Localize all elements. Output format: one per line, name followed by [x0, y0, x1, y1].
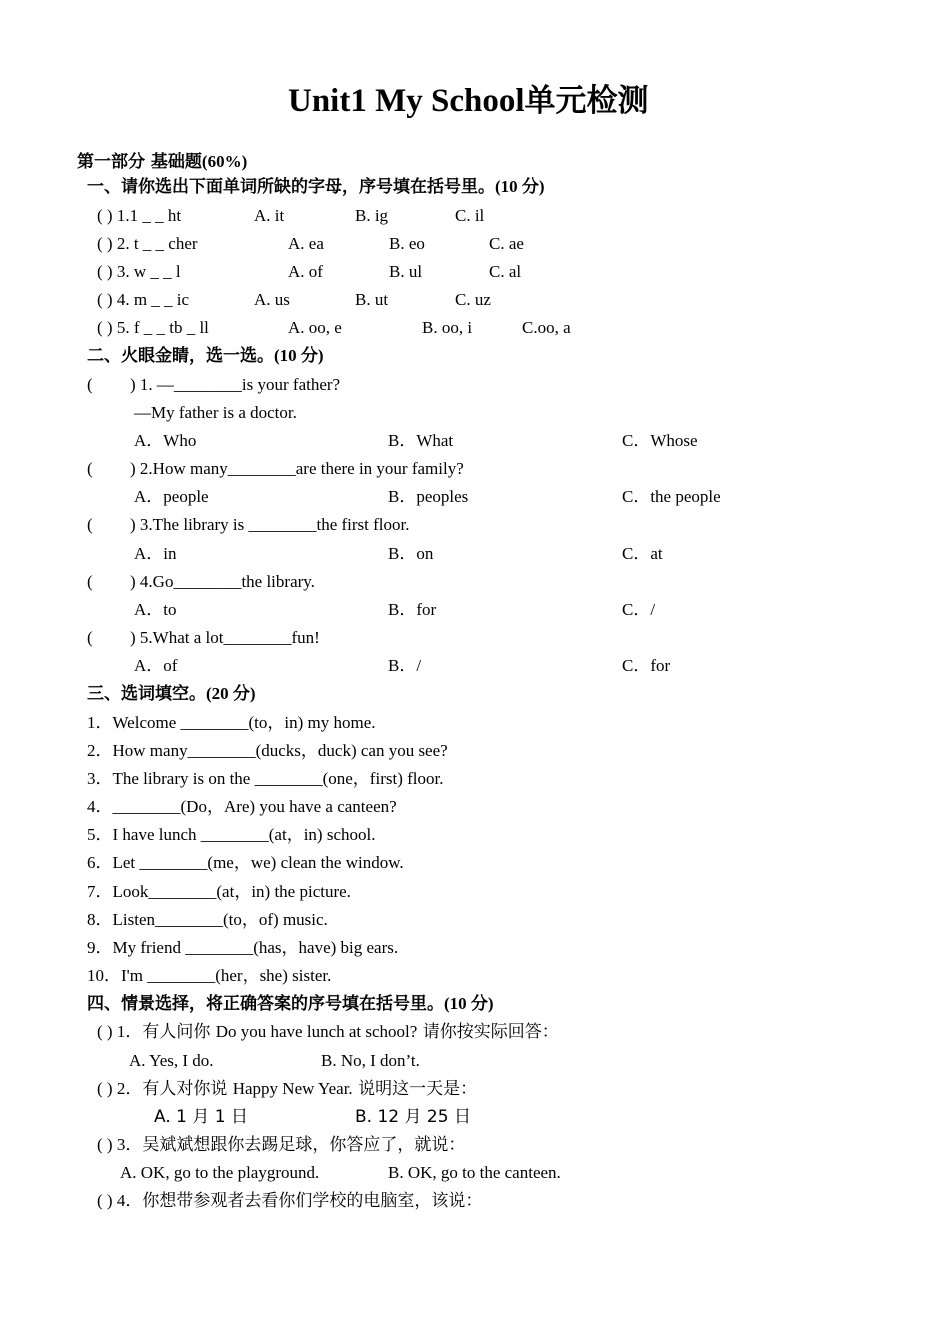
s2-q1-question: ) 1. —________is your father?	[130, 375, 341, 394]
s2-q3-option-b: B．on	[388, 544, 434, 563]
s1-q4: ( ) 4. m _ _ ic	[97, 290, 190, 309]
s3-item: 1．Welcome ________(to，in) my home.	[87, 713, 376, 732]
s4-q3-option-b: B. OK, go to the canteen.	[388, 1163, 561, 1182]
s4-q4: ( ) 4．你想带参观者去看你们学校的电脑室，该说：	[97, 1191, 483, 1211]
s1-q4-option-c: C. uz	[455, 290, 491, 309]
s1-q5-option-c: C.oo, a	[522, 318, 571, 337]
s1-q2-option-b: B. eo	[389, 234, 425, 253]
s2-q1-option-a: A．Who	[134, 431, 197, 450]
section-three-heading: 三、选词填空。(20 分)	[87, 684, 256, 704]
s1-q1-option-c: C. il	[455, 206, 485, 225]
s2-q4-option-c: C．/	[622, 600, 656, 619]
s3-item: 4．________(Do，Are) you have a canteen?	[87, 797, 397, 816]
s3-item: 6．Let ________(me，we) clean the window.	[87, 853, 404, 872]
s4-q2-option-b: B. 12 月 25 日	[355, 1107, 471, 1127]
s3-item: 10．I'm ________(her，she) sister.	[87, 966, 332, 985]
section-four-heading: 四、情景选择，将正确答案的序号填在括号里。(10 分)	[87, 994, 494, 1014]
s1-q1: ( ) 1.1 _ _ ht	[97, 206, 182, 225]
section-two-heading: 二、火眼金睛，选一选。(10 分)	[87, 346, 324, 366]
s2-q2-option-c: C．the people	[622, 487, 721, 506]
s4-q1-option-b: B. No, I don’t.	[321, 1051, 420, 1070]
s1-q3-option-b: B. ul	[389, 262, 423, 281]
s2-q5-option-a: A．of	[134, 656, 178, 675]
s2-q4-option-b: B．for	[388, 600, 437, 619]
s2-q2-paren: (	[87, 459, 93, 478]
s2-q5-question: ) 5.What a lot________fun!	[130, 628, 320, 647]
s3-item: 3．The library is on the ________(one，first) floor.	[87, 769, 444, 788]
s2-q3-option-a: A．in	[134, 544, 177, 563]
s3-item: 7．Look________(at，in) the picture.	[87, 882, 351, 901]
s2-q1-option-b: B．What	[388, 431, 454, 450]
s1-q4-option-a: A. us	[254, 290, 290, 309]
s4-q1-option-a: A. Yes, I do.	[129, 1051, 214, 1070]
section-one-heading: 一、请你选出下面单词所缺的字母，序号填在括号里。(10 分)	[87, 177, 545, 197]
s1-q5-option-b: B. oo, i	[422, 318, 473, 337]
s1-q2-option-a: A. ea	[288, 234, 324, 253]
s1-q1-option-a: A. it	[254, 206, 285, 225]
s2-q4-option-a: A．to	[134, 600, 177, 619]
s2-q1-option-c: C．Whose	[622, 431, 698, 450]
s4-q1: ( ) 1．有人问你 Do you have lunch at school? 请你按实际回答：	[97, 1022, 559, 1042]
s1-q5: ( ) 5. f _ _ tb _ ll	[97, 318, 209, 337]
s2-q5-paren: (	[87, 628, 93, 647]
s2-q4-question: ) 4.Go________the library.	[130, 572, 315, 591]
s2-q4-paren: (	[87, 572, 93, 591]
s2-q1-paren: (	[87, 375, 93, 394]
s2-q3-question: ) 3.The library is ________the first floor.	[130, 515, 410, 534]
s4-q2-option-a: A. 1 月 1 日	[154, 1107, 248, 1127]
s3-item: 5．I have lunch ________(at，in) school.	[87, 825, 376, 844]
s1-q5-option-a: A. oo, e	[288, 318, 342, 337]
s4-q3: ( ) 3．吴斌斌想跟你去踢足球，你答应了，就说：	[97, 1135, 466, 1155]
s2-q2-question: ) 2.How many________are there in your family?	[130, 459, 464, 478]
s3-item: 2．How many________(ducks，duck) can you see?	[87, 741, 448, 760]
s1-q2: ( ) 2. t _ _ cher	[97, 234, 198, 253]
s2-q5-option-b: B．/	[388, 656, 422, 675]
s2-q5-option-c: C．for	[622, 656, 671, 675]
s1-q3-option-c: C. al	[489, 262, 522, 281]
s3-item: 9．My friend ________(has，have) big ears.	[87, 938, 399, 957]
s3-item: 8．Listen________(to，of) music.	[87, 910, 328, 929]
s4-q3-option-a: A. OK, go to the playground.	[120, 1163, 320, 1182]
s2-q1-answer-line: —My father is a doctor.	[134, 403, 297, 422]
s1-q3: ( ) 3. w _ _ l	[97, 262, 181, 281]
s2-q3-paren: (	[87, 515, 93, 534]
s2-q2-option-a: A．people	[134, 487, 209, 506]
page-title: Unit1 My School单元检测	[288, 83, 649, 119]
s1-q4-option-b: B. ut	[355, 290, 389, 309]
s1-q2-option-c: C. ae	[489, 234, 524, 253]
s1-q1-option-b: B. ig	[355, 206, 389, 225]
s1-q3-option-a: A. of	[288, 262, 323, 281]
s2-q3-option-c: C．at	[622, 544, 663, 563]
s4-q2: ( ) 2．有人对你说 Happy New Year. 说明这一天是：	[97, 1079, 478, 1099]
part-one-heading: 第一部分 基础题(60%)	[77, 152, 248, 172]
s2-q2-option-b: B．peoples	[388, 487, 469, 506]
